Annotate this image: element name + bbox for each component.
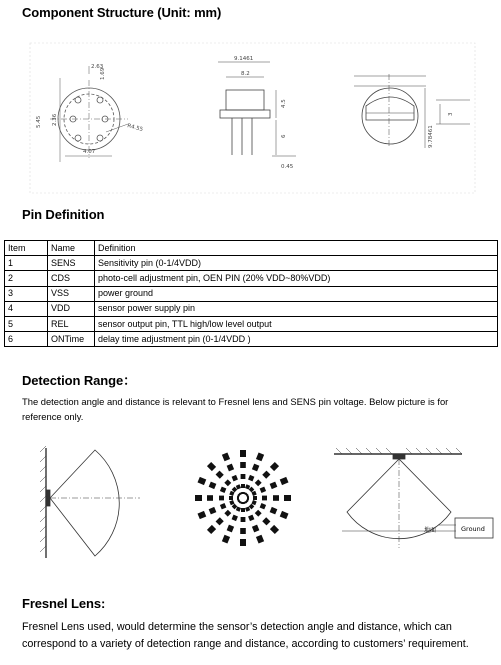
cell-definition: sensor power supply pin [95,301,498,316]
dim-0-45: 0.45 [281,164,294,170]
cell-definition: sensor output pin, TTL high/low level output [95,316,498,331]
cell-item: 1 [5,256,48,271]
component-structure-drawing [0,28,501,213]
dim-2-63: 2.63 [91,64,104,70]
top-view-detection-pattern [195,450,291,546]
detection-range-heading: Detection Range： [22,373,136,388]
ground-label: Ground [461,525,485,533]
table-row [5,301,498,316]
fresnel-lens-text: Fresnel Lens used, would determine the sensor’s detection angle and distance, which can correspond to a variety of detection range and distance, according to customers’ requirement. [22,621,469,650]
dim-5-45: 5.45 [36,115,42,128]
cell-item: 2 [5,271,48,286]
wall-detection-diagram [40,446,140,558]
cell-definition: delay time adjustment pin (0-1/4VDD ) [95,332,498,347]
top-view [50,66,128,162]
dim-3: 3 [448,112,454,116]
detection-range-text: The detection angle and distance is relevant to Fresnel lens and SENS pin voltage. Below picture is for reference only. [22,396,449,422]
detection-range-diagrams [0,438,501,568]
table-row [5,256,498,271]
pin-definition-heading: Pin Definition [22,207,105,222]
table-row [5,286,498,301]
cell-name: REL [48,316,95,331]
dim-6: 6 [281,134,287,138]
cell-name: VSS [48,286,95,301]
pin-table [4,240,498,347]
side-view [218,62,296,156]
component-structure-heading: Component Structure (Unit: mm) [22,5,222,20]
ceiling-detection-diagram [334,448,493,548]
table-row [5,332,498,347]
dim-9-78461: 9.78461 [428,125,434,148]
cell-name: SENS [48,256,95,271]
table-header-row [5,241,498,256]
table-row [5,316,498,331]
table-row [5,271,498,286]
dim-1-69: 1.69 [100,67,106,80]
dim-r4-55: R4.55 [126,123,144,134]
col-header-item: Item [5,241,48,256]
cell-name: VDD [48,301,95,316]
cell-name: ONTime [48,332,95,347]
dim-2-36: 2.36 [52,113,58,126]
dim-8-2: 8.2 [241,71,250,77]
cell-item: 3 [5,286,48,301]
right-view [354,74,470,148]
col-header-definition: Definition [95,241,498,256]
dim-9-1461: 9.1461 [234,56,254,62]
cell-definition: Sensitivity pin (0-1/4VDD) [95,256,498,271]
cell-item: 5 [5,316,48,331]
cell-item: 4 [5,301,48,316]
cell-name: CDS [48,271,95,286]
cell-definition: photo-cell adjustment pin, OEN PIN (20% VDD~80%VDD) [95,271,498,286]
cell-definition: power ground [95,286,498,301]
cell-item: 6 [5,332,48,347]
fresnel-lens-heading: Fresnel Lens: [22,596,106,611]
dim-4-5: 4.5 [281,99,287,108]
dim-4-07: 4.07 [83,149,96,155]
floor-label-cn: 地面 [424,527,437,534]
col-header-name: Name [48,241,95,256]
